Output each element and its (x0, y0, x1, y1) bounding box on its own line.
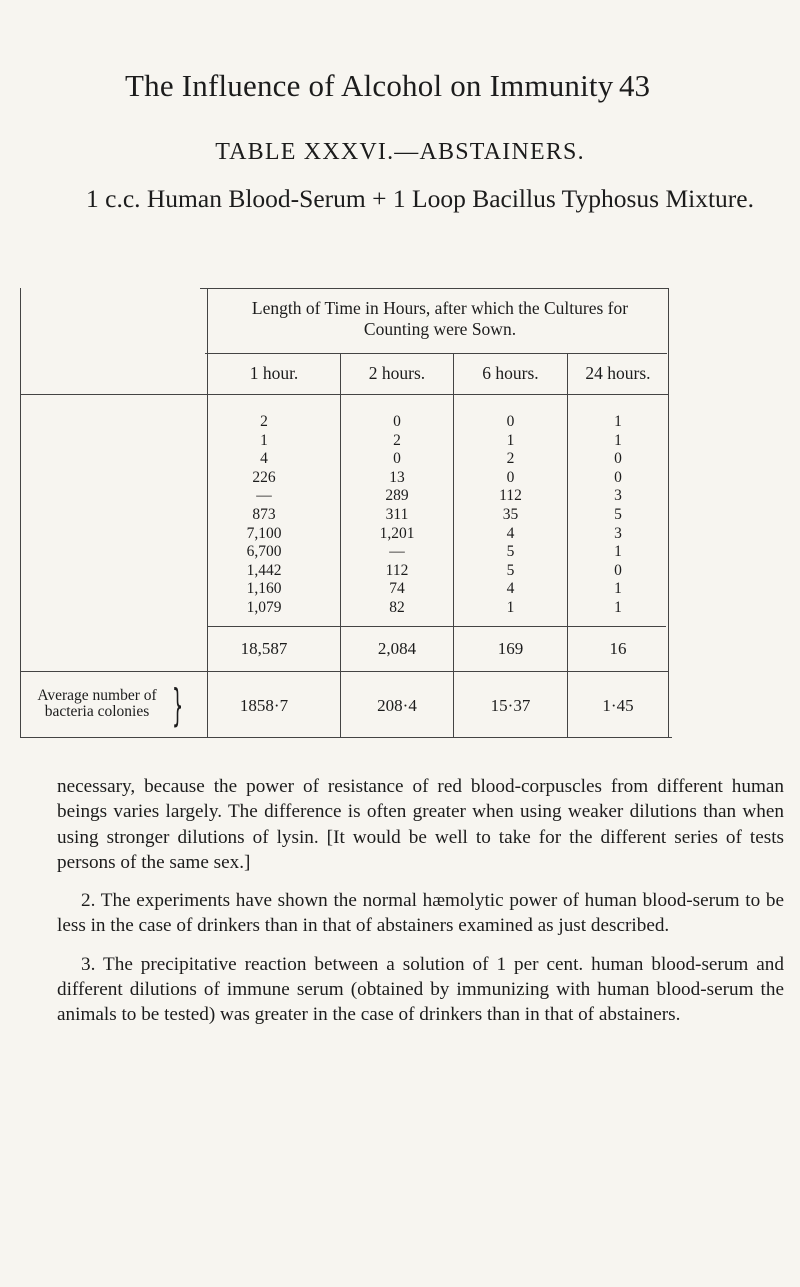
table-cell: 0 (614, 561, 622, 579)
column-6-hours-values (454, 413, 567, 618)
paragraph-3-text: The precipitative reaction between a solution of 1 per cent. human blood-serum and different dilutions of immune serum (obtained by immunizing with human blood-serum the animals to be tested) was greater in the case of drinkers than in that of abstainers. (57, 953, 784, 1026)
column-1-hour-values (208, 413, 320, 618)
body-text (57, 774, 784, 1028)
average-2-hours: 208·4 (377, 696, 417, 715)
total-24-hours: 16 (609, 639, 627, 658)
table-cell: 35 (502, 505, 519, 523)
table-subtitle: 1 c.c. Human Blood-Serum + 1 Loop Bacillus Typhosus Mixture. (86, 184, 754, 213)
table-cell: 1,160 (246, 580, 282, 598)
table-cell: 2 (260, 413, 268, 430)
table-cell: 5 (506, 543, 515, 561)
table-cell: 1 (614, 598, 622, 616)
table-cell: 1 (506, 431, 515, 449)
column-header-1-hour: 1 hour. (249, 363, 299, 383)
table-cell: 873 (252, 505, 276, 523)
table-cell: 7,100 (246, 524, 282, 542)
page-number: 43 (619, 68, 650, 103)
column-header-2-hours: 2 hours. (368, 363, 426, 383)
table-cell: 226 (252, 468, 276, 486)
paragraph-2 (57, 888, 784, 939)
brace-glyph: } (172, 680, 184, 731)
total-1-hour: 18,587 (240, 639, 288, 658)
table-cell: 311 (385, 505, 409, 523)
table-cell: 112 (499, 487, 522, 505)
column-header-24-hours: 24 hours. (585, 363, 651, 383)
rule-left (20, 288, 21, 737)
average-6-hours: 15·37 (490, 696, 531, 715)
spanning-header: Length of Time in Hours, after which the Cultures for Counting were Sown. (251, 298, 629, 339)
table-cell: — (389, 543, 405, 561)
rule-under-spanning-header (205, 353, 667, 354)
table-cell: 4 (506, 580, 515, 598)
table-cell: 74 (389, 580, 405, 598)
average-24-hours: 1·45 (602, 696, 634, 715)
data-table (20, 288, 670, 738)
table-cell: 112 (385, 561, 409, 579)
column-24-hours-values (568, 413, 668, 618)
column-2-hours-values (341, 413, 453, 618)
table-cell: 6,700 (246, 543, 282, 561)
table-cell: 1 (614, 580, 622, 598)
average-1-hour: 1858·7 (239, 696, 289, 715)
running-title: The Influence of Alcohol on Immunity (125, 68, 614, 103)
rule-above-averages (20, 671, 668, 672)
table-cell: 1 (614, 431, 622, 449)
table-cell: 2 (393, 431, 401, 449)
table-cell: 1,201 (379, 524, 415, 542)
rule-bottom (20, 737, 672, 738)
table-cell: 289 (385, 487, 409, 505)
table-cell: 1,442 (246, 561, 282, 579)
rule-above-totals (208, 626, 666, 627)
total-6-hours: 169 (497, 639, 524, 658)
table-cell: 0 (393, 450, 401, 468)
table-cell: 13 (389, 468, 405, 486)
table-cell: 1 (614, 543, 622, 561)
table-cell: 4 (260, 450, 268, 468)
table-cell: 5 (614, 505, 622, 523)
total-2-hours: 2,084 (377, 639, 417, 658)
paragraph-2-number: 2. (81, 890, 96, 912)
table-cell: 1 (506, 598, 515, 616)
column-header-6-hours: 6 hours. (482, 363, 539, 383)
table-title: TABLE XXXVI.—ABSTAINERS. (215, 139, 585, 165)
table-cell: 0 (506, 468, 515, 486)
table-cell: 1,079 (246, 598, 282, 616)
table-cell: 2 (506, 450, 515, 468)
table-cell: — (256, 487, 272, 505)
rule-right (668, 288, 669, 737)
table-cell: 3 (614, 524, 622, 542)
table-cell: 1 (614, 413, 622, 430)
paragraph-3-number: 3. (81, 953, 96, 975)
paragraph-2-text: The experiments have shown the normal hæmolytic power of human blood-serum to be less in the case of drinkers than in that of abstainers examined as just described. (57, 890, 784, 937)
table-cell: 0 (614, 450, 622, 468)
table-cell: 0 (393, 413, 401, 430)
table-cell: 4 (506, 524, 515, 542)
paragraph-3 (57, 952, 784, 1028)
table-cell: 5 (506, 561, 515, 579)
running-head (0, 68, 800, 108)
average-row-label: Average number of bacteria colonies (37, 687, 157, 720)
table-cell: 0 (506, 413, 515, 430)
table-cell: 0 (614, 468, 622, 486)
paragraph-continued: necessary, because the power of resistance of red blood-corpuscles from different human beings varies largely. The difference is often greater when using weaker dilutions than when using stronger dilutions of lysin. [It would be well to take for the different series of tests persons of the same sex.] (57, 776, 784, 873)
table-cell: 82 (389, 598, 405, 616)
rule-top (200, 288, 668, 289)
table-cell: 1 (260, 431, 268, 449)
table-cell: 3 (614, 487, 622, 505)
rule-under-column-headers (20, 394, 668, 395)
